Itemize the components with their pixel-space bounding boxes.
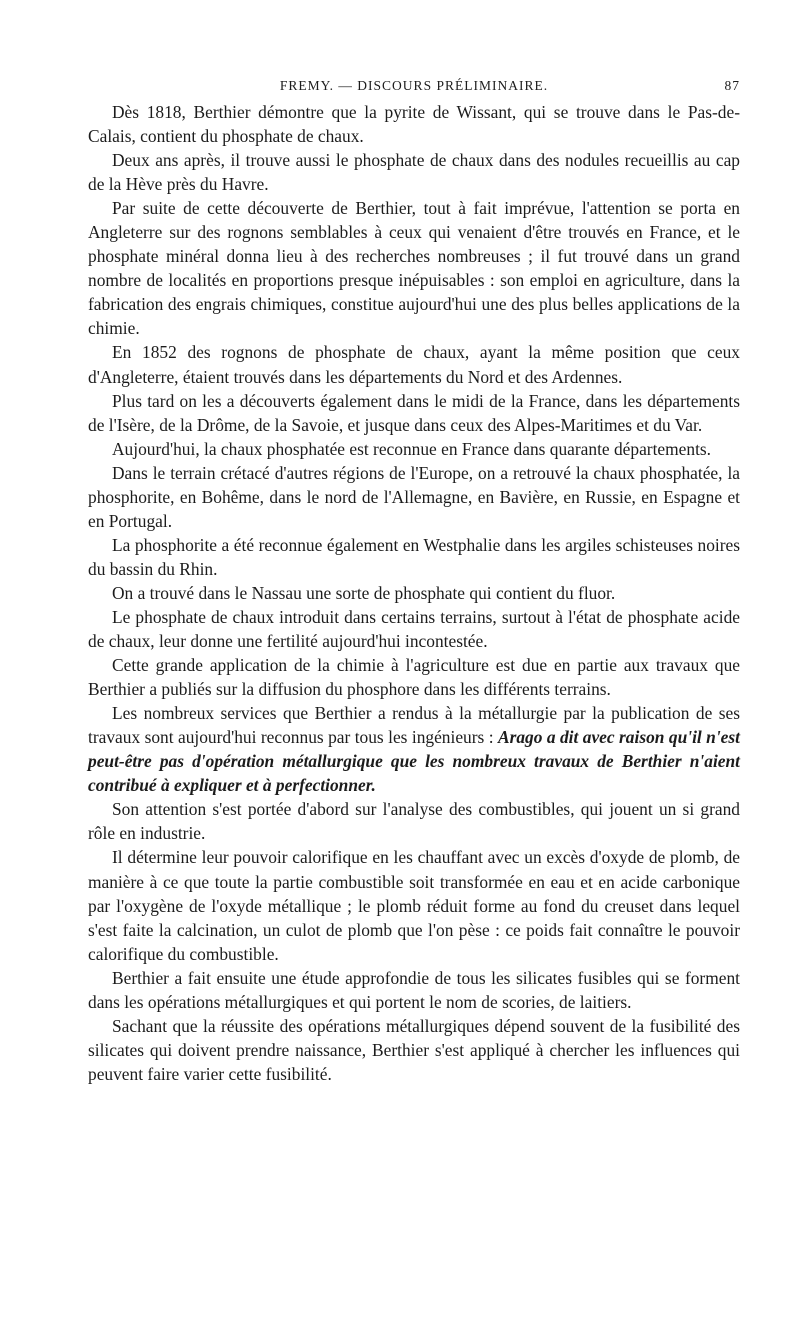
- paragraph: Son attention s'est portée d'abord sur l'analyse des combustibles, qui jouent un si grand rôle en industrie.: [88, 799, 740, 844]
- paragraph: Il détermine leur pouvoir calorifique en les chauffant avec un excès d'oxyde de plomb, de manière à ce que toute la partie combustible soit transformée en eau et en acide carbonique par l'oxygène de l'oxyde métallique ; le plomb réduit forme au fond du creuset dans lequel s'est faite la calcination, un culot de plomb que l'on pèse : ce poids fait connaître le pouvoir calorifique du combustible.: [88, 847, 740, 964]
- paragraph: On a trouvé dans le Nassau une sorte de phosphate qui contient du fluor.: [112, 582, 616, 603]
- paragraph: Berthier a fait ensuite une étude approfondie de tous les silicates fusibles qui se forment dans les opérations métallurgiques et qui portent le nom de scories, de laitiers.: [88, 967, 740, 1012]
- paragraph: Par suite de cette découverte de Berthier, tout à fait imprévue, l'attention se porta en Angleterre sur des rognons semblables à ceux qui venaient d'être trouvés en France, et le phosphate minéral donna lieu à des recherches nombreuses ; il fut trouvé dans un grand nombre de localités en proportions presque inépuisables : son emploi en agriculture, dans la fabrication des engrais chimiques, constitue aujourd'hui une des plus belles applications de la chimie.: [88, 198, 740, 339]
- arago-quote: Arago a dit avec raison qu'il n'est peut-être pas d'opération métallurgique que les nombreux travaux de Berthier n'aient contribué à expliquer et à perfectionner.: [88, 727, 740, 796]
- running-head: [88, 78, 740, 98]
- paragraph: Dans le terrain crétacé d'autres régions de l'Europe, on a retrouvé la chaux phosphatée, la phosphorite, en Bohême, dans le nord de l'Allemagne, en Bavière, en Russie, en Espagne et en Portugal.: [88, 462, 740, 531]
- paragraph: La phosphorite a été reconnue également en Westphalie dans les argiles schisteuses noires du bassin du Rhin.: [88, 534, 740, 579]
- paragraph: Aujourd'hui, la chaux phosphatée est reconnue en France dans quarante départements.: [112, 438, 712, 459]
- paragraph: Les nombreux services que Berthier a rendus à la métallurgie par la publication de ses travaux sont aujourd'hui reconnus par tous les ingénieurs : Arago a dit avec raison qu'il n'est peut-être pas d'opération métallurgique que les nombreux travaux de Berthier n'aient contribué à expliquer et à perfectionner.: [88, 703, 740, 796]
- paragraph: Plus tard on les a découverts également dans le midi de la France, dans les départements de l'Isère, de la Drôme, de la Savoie, et jusque dans ceux des Alpes-Maritimes et du Var.: [88, 390, 740, 435]
- running-title: FREMY. — DISCOURS PRÉLIMINAIRE.: [279, 78, 549, 93]
- paragraph: Sachant que la réussite des opérations métallurgiques dépend souvent de la fusibilité des silicates qui doivent prendre naissance, Berthier s'est appliqué à chercher les influences qui peuvent faire varier cette fusibilité.: [88, 1015, 740, 1084]
- paragraph: Le phosphate de chaux introduit dans certains terrains, surtout à l'état de phosphate acide de chaux, leur donne une fertilité aujourd'hui incontestée.: [88, 606, 740, 652]
- page-number: 87: [724, 78, 740, 93]
- body-text: [88, 100, 740, 1086]
- paragraph: Dès 1818, Berthier démontre que la pyrite de Wissant, qui se trouve dans le Pas-de-Calais, contient du phosphate de chaux.: [88, 102, 740, 147]
- paragraph: Cette grande application de la chimie à l'agriculture est due en partie aux travaux que Berthier a publiés sur la diffusion du phosphore dans les différents terrains.: [88, 655, 740, 700]
- paragraph: Deux ans après, il trouve aussi le phosphate de chaux dans des nodules recueillis au cap de la Hève près du Havre.: [88, 150, 740, 195]
- paragraph: En 1852 des rognons de phosphate de chaux, ayant la même position que ceux d'Angleterre, étaient trouvés dans les départements du Nord et des Ardennes.: [88, 342, 740, 387]
